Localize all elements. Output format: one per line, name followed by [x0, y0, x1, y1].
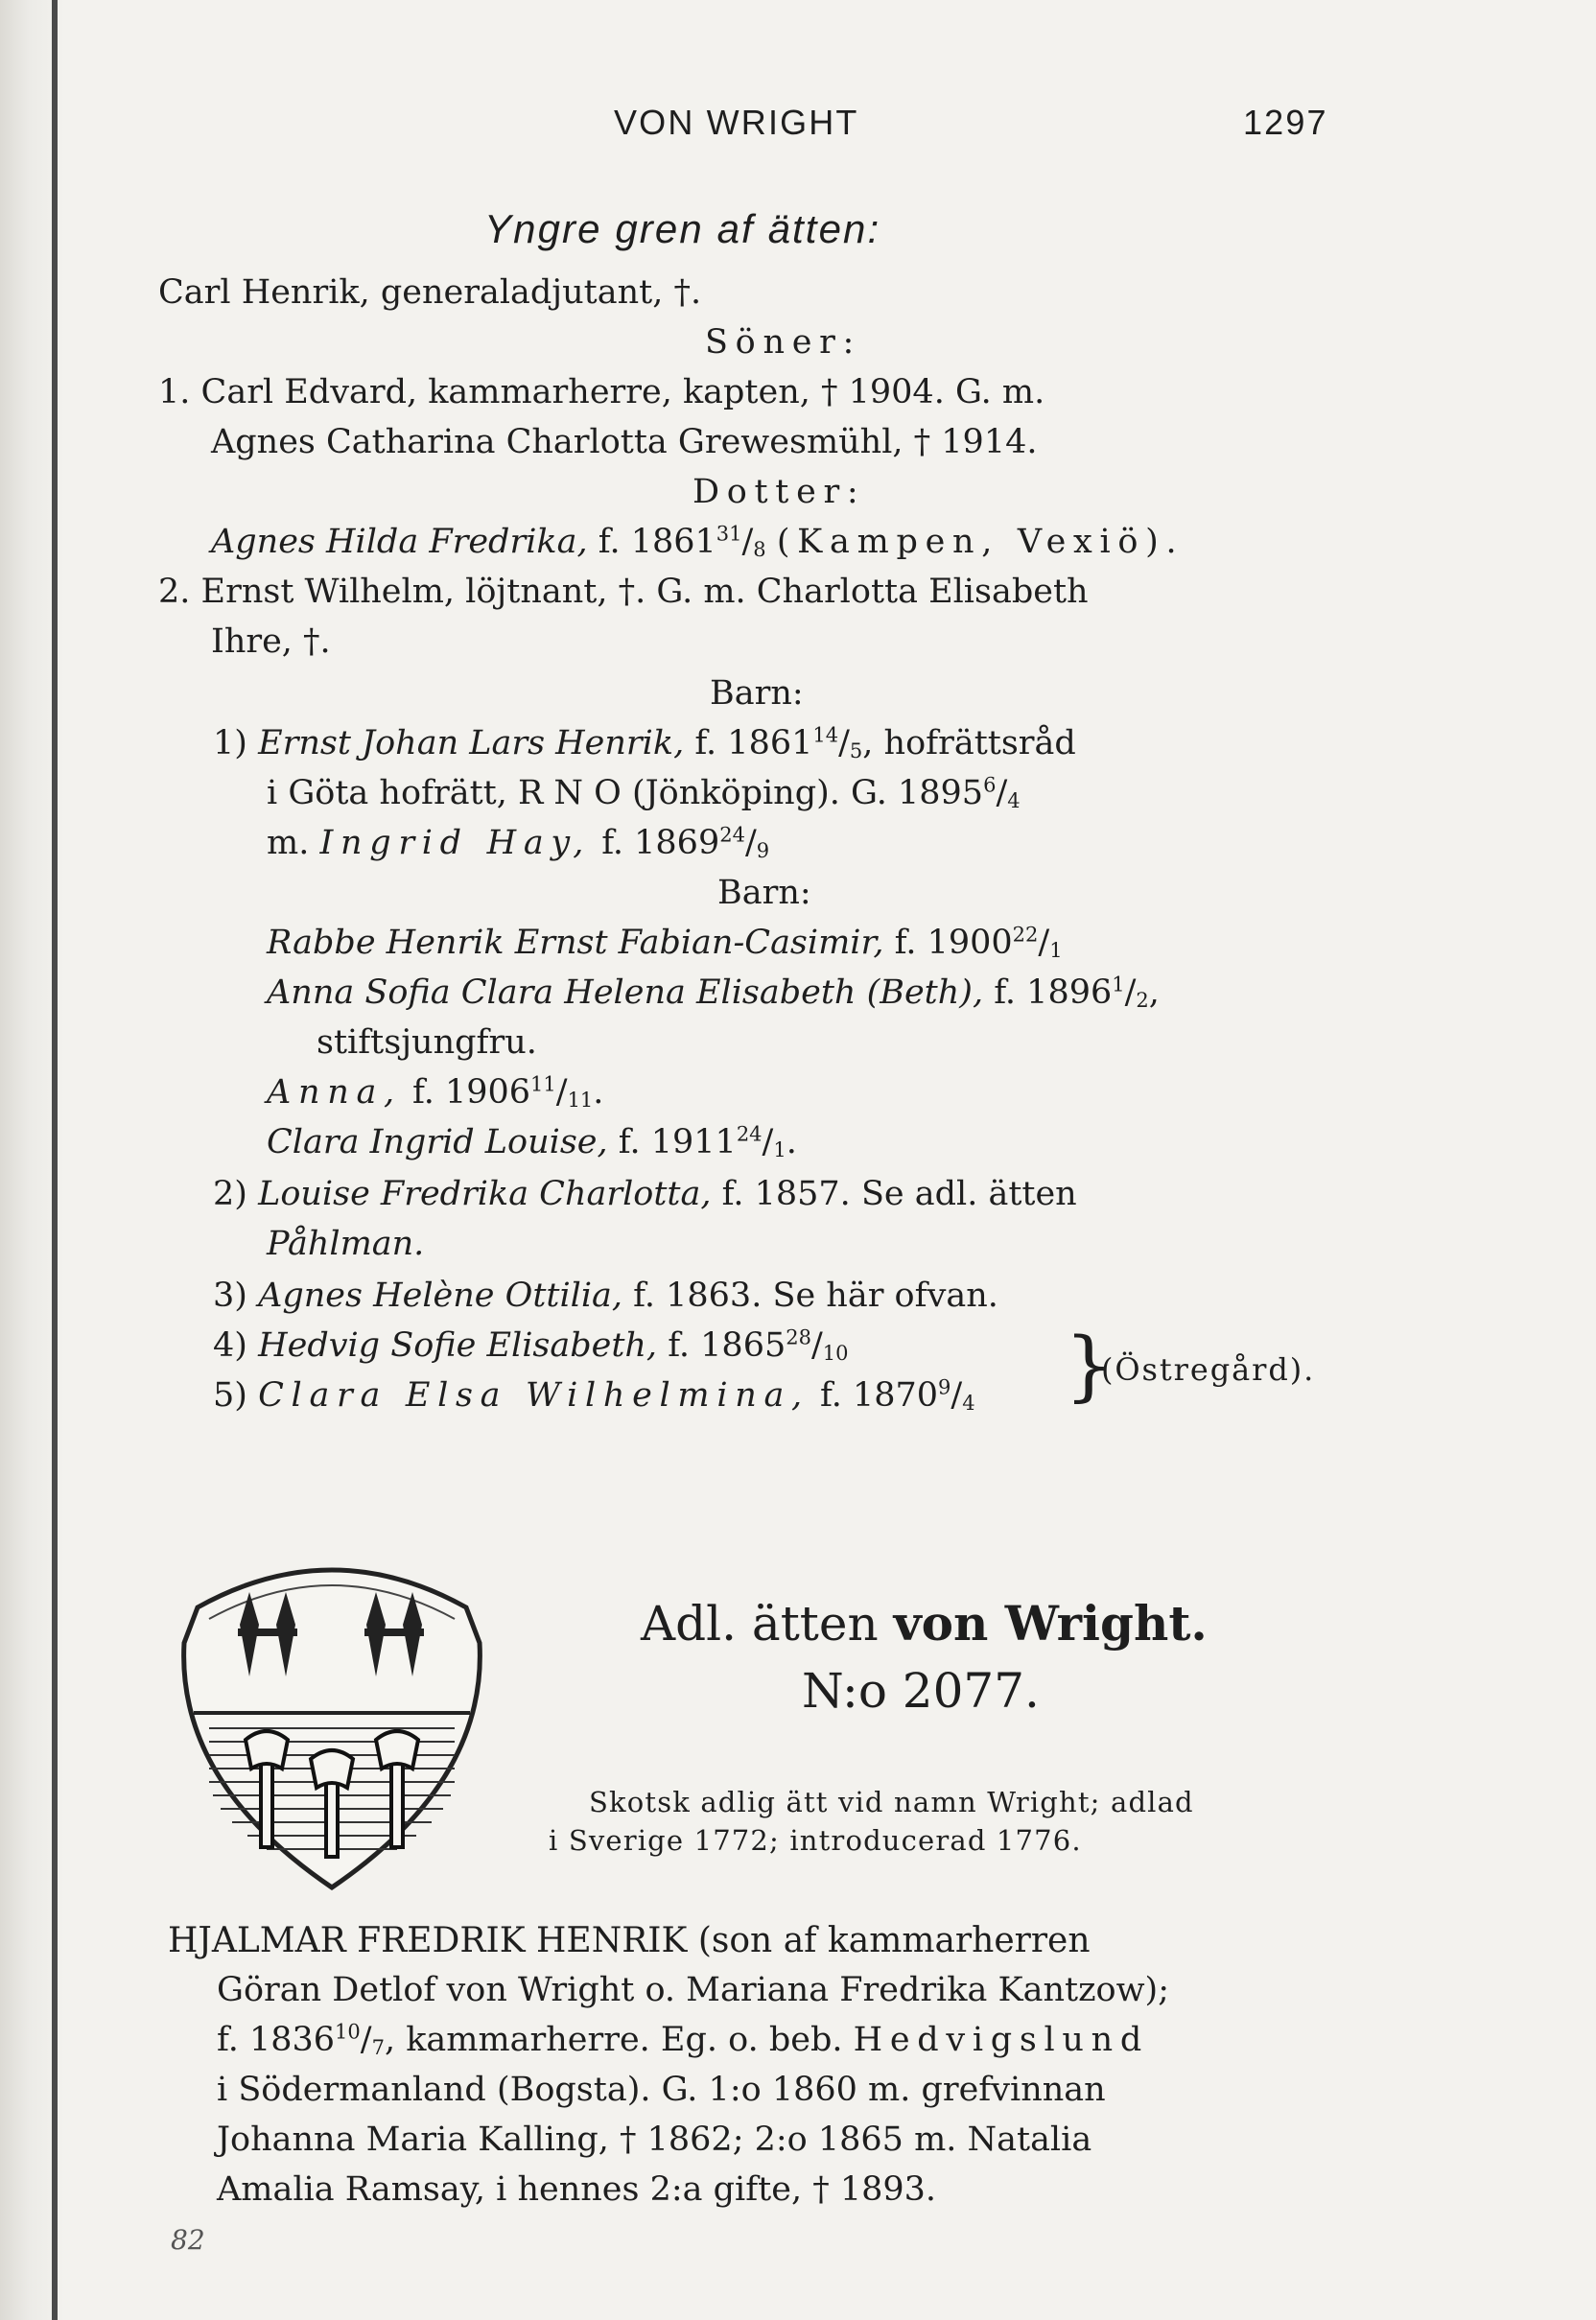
- child5-month: 4: [962, 1392, 975, 1416]
- child2-line: [213, 1175, 1077, 1213]
- son1-number: 1.: [158, 373, 191, 411]
- grandchild-1: Rabbe Henrik Ernst Fabian-Casimir, f. $1900^{22}/_1$: [267, 923, 1063, 963]
- child4-day: 28: [786, 1325, 811, 1349]
- grandchild-3-day: 11: [530, 1072, 556, 1096]
- son2-text: Ernst Wilhelm, löjtnant, †. G. m. Charlotta Elisabeth: [200, 573, 1089, 611]
- section-title: Yngre gren af ätten:: [484, 206, 881, 251]
- child1-spouse-day: 24: [719, 823, 745, 847]
- son1-spouse: Agnes Catharina Charlotta Grewesmühl, † 1914.: [211, 423, 1038, 461]
- sons-label: Söner:: [705, 323, 862, 362]
- entry-birth-day: 10: [335, 2020, 361, 2044]
- son2-spouse: Ihre, †.: [211, 622, 331, 661]
- child1-title: , hofrättsråd: [862, 724, 1076, 762]
- family-number: N:o 2077.: [802, 1663, 1040, 1719]
- child3-note: Se här ofvan.: [772, 1277, 998, 1315]
- grandchild-4-month: 1: [773, 1138, 786, 1162]
- entry-line-3: f. $1836^{10}/_7$, kammarherre. Eg. o. beb. Hedvigslund: [217, 2020, 1149, 2060]
- grandchild-3-name: Anna,: [267, 1073, 402, 1112]
- child4-name: Hedvig Sofie Elisabeth,: [258, 1326, 658, 1365]
- grandchild-4-birth: f. 1911: [618, 1123, 737, 1161]
- child1-spouse-month: 9: [756, 839, 770, 863]
- family-title-name: von Wright.: [893, 1595, 1208, 1652]
- son1-line: [158, 373, 1045, 411]
- grandchild-2-name: Anna Sofia Clara Helena Elisabeth (Beth),: [267, 973, 984, 1012]
- child2-family: Påhlman.: [267, 1225, 425, 1263]
- grandchild-1-day: 22: [1012, 923, 1039, 947]
- grandchildren-label: Barn:: [717, 874, 811, 912]
- family-desc-1: Skotsk adlig ätt vid namn Wright; adlad: [589, 1786, 1194, 1818]
- child1-line3: m. Ingrid Hay, f. $1869^{24}/_9$: [267, 823, 770, 863]
- child1-birth: f. 1861: [694, 724, 813, 762]
- entry-line-6: Amalia Ramsay, i hennes 2:a gifte, † 1893.: [217, 2170, 937, 2209]
- child5-day: 9: [938, 1375, 951, 1399]
- grandchild-3-birth: f. 1906: [412, 1073, 531, 1112]
- entry-birth: f. 1836: [217, 2021, 336, 2059]
- child3-number: 3): [213, 1277, 247, 1315]
- signature-mark: 82: [171, 2224, 205, 2256]
- entry-line-5: Johanna Maria Kalling, † 1862; 2:o 1865 m. Natalia: [217, 2121, 1092, 2159]
- coat-of-arms-image: [171, 1542, 493, 1897]
- grandchild-4: Clara Ingrid Louise, f. $1911^{24}/_1$.: [267, 1122, 797, 1162]
- running-title: VON WRIGHT: [614, 103, 859, 142]
- child1-m: m.: [267, 824, 310, 862]
- child1-day: 14: [812, 723, 839, 747]
- child3-line: [213, 1279, 998, 1313]
- child3-name: Agnes Helène Ottilia,: [258, 1277, 623, 1315]
- grandchild-3-month: 11: [567, 1089, 594, 1113]
- son2-line: [158, 575, 1089, 609]
- grandchild-2-day: 1: [1112, 973, 1125, 996]
- grandchild-2-month: 2: [1136, 989, 1149, 1013]
- family-desc-2: i Sverige 1772; introducerad 1776.: [549, 1824, 1082, 1857]
- child4-line: 4) Hedvig Sofie Elisabeth, f. $1865^{28}/_{10}$: [213, 1325, 849, 1366]
- shared-place: (Östregård).: [1101, 1351, 1316, 1388]
- child1-spouse: Ingrid Hay,: [319, 824, 592, 862]
- margin-rule: [52, 0, 58, 2320]
- child1-marriage-month: 4: [1007, 789, 1021, 813]
- child5-number: 5): [213, 1376, 247, 1415]
- son2-number: 2.: [158, 573, 191, 611]
- child1-court: i Göta hofrätt, R N O (Jönköping). G. 1895: [267, 774, 984, 812]
- grandchild-1-month: 1: [1049, 939, 1063, 963]
- entry-line-1: HJALMAR FREDRIK HENRIK (son af kammarherren: [168, 1921, 1091, 1960]
- grandchild-2-birth: f. 1896: [994, 973, 1113, 1012]
- child5-line: 5) Clara Elsa Wilhelmina, f. $1870^9/_4$: [213, 1375, 975, 1416]
- child1-line: 1) Ernst Johan Lars Henrik, f. $1861^{14}/_5$, hofrättsråd: [213, 723, 1076, 763]
- child2-number: 2): [213, 1175, 247, 1213]
- family-title-prefix: Adl. ätten: [641, 1596, 879, 1652]
- child1-number: 1): [213, 724, 247, 762]
- children-label: Barn:: [710, 674, 804, 713]
- child1-marriage-day: 6: [983, 773, 997, 797]
- child4-month: 10: [822, 1342, 849, 1366]
- child1-line2: i Göta hofrätt, R N O (Jönköping). G. $1895^6/_4$: [267, 773, 1021, 813]
- child2-note: Se adl. ätten: [860, 1175, 1077, 1213]
- daughter-birth: f. 1861: [598, 523, 716, 561]
- entry-line-2: Göran Detlof von Wright o. Mariana Fredrika Kantzow);: [217, 1971, 1169, 2009]
- brace-glyph: }: [1065, 1321, 1114, 1410]
- entry-estate: Hedvigslund: [853, 2021, 1149, 2059]
- founder-line: Carl Henrik, generaladjutant, †.: [158, 273, 702, 312]
- grandchild-2-title: stiftsjungfru.: [317, 1023, 537, 1062]
- daughter-month: 8: [753, 538, 766, 562]
- child1-name: Ernst Johan Lars Henrik,: [258, 724, 685, 762]
- grandchild-4-day: 24: [736, 1122, 763, 1146]
- child5-birth: f. 1870: [820, 1376, 939, 1415]
- grandchild-1-name: Rabbe Henrik Ernst Fabian-Casimir,: [267, 924, 884, 962]
- child4-number: 4): [213, 1326, 247, 1365]
- daughter-name: Agnes Hilda Fredrika,: [211, 523, 588, 561]
- daughter-label: Dotter:: [692, 473, 866, 511]
- child2-name: Louise Fredrika Charlotta,: [258, 1175, 712, 1213]
- entry-birth-month: 7: [371, 2036, 385, 2060]
- child4-birth: f. 1865: [668, 1326, 786, 1365]
- entry-role: , kammarherre. Eg. o. beb.: [384, 2021, 843, 2059]
- grandchild-4-name: Clara Ingrid Louise,: [267, 1123, 608, 1161]
- son1-daughter: Agnes Hilda Fredrika, f. $1861^{31}/_8$ (Kampen, Vexiö).: [211, 522, 1185, 562]
- grandchild-2: Anna Sofia Clara Helena Elisabeth (Beth), f. $1896^1/_2$,: [267, 973, 1160, 1013]
- daughter-day: 31: [716, 522, 742, 546]
- child1-month: 5: [849, 739, 863, 763]
- entry-line-4: i Södermanland (Bogsta). G. 1:o 1860 m. grefvinnan: [217, 2071, 1106, 2109]
- grandchild-3: Anna, f. $1906^{11}/_{11}$.: [267, 1072, 604, 1113]
- son1-text: Carl Edvard, kammarherre, kapten, † 1904. G. m.: [200, 373, 1045, 411]
- child1-spouse-birth: f. 1869: [601, 824, 720, 862]
- child5-name: Clara Elsa Wilhelmina,: [258, 1376, 810, 1415]
- child2-birth: f. 1857.: [721, 1175, 851, 1213]
- page-number: 1297: [1243, 103, 1328, 142]
- family-title: [641, 1595, 1208, 1652]
- daughter-place: (Kampen, Vexiö).: [776, 523, 1185, 561]
- child3-birth: f. 1863.: [633, 1277, 763, 1315]
- grandchild-1-birth: f. 1900: [894, 924, 1013, 962]
